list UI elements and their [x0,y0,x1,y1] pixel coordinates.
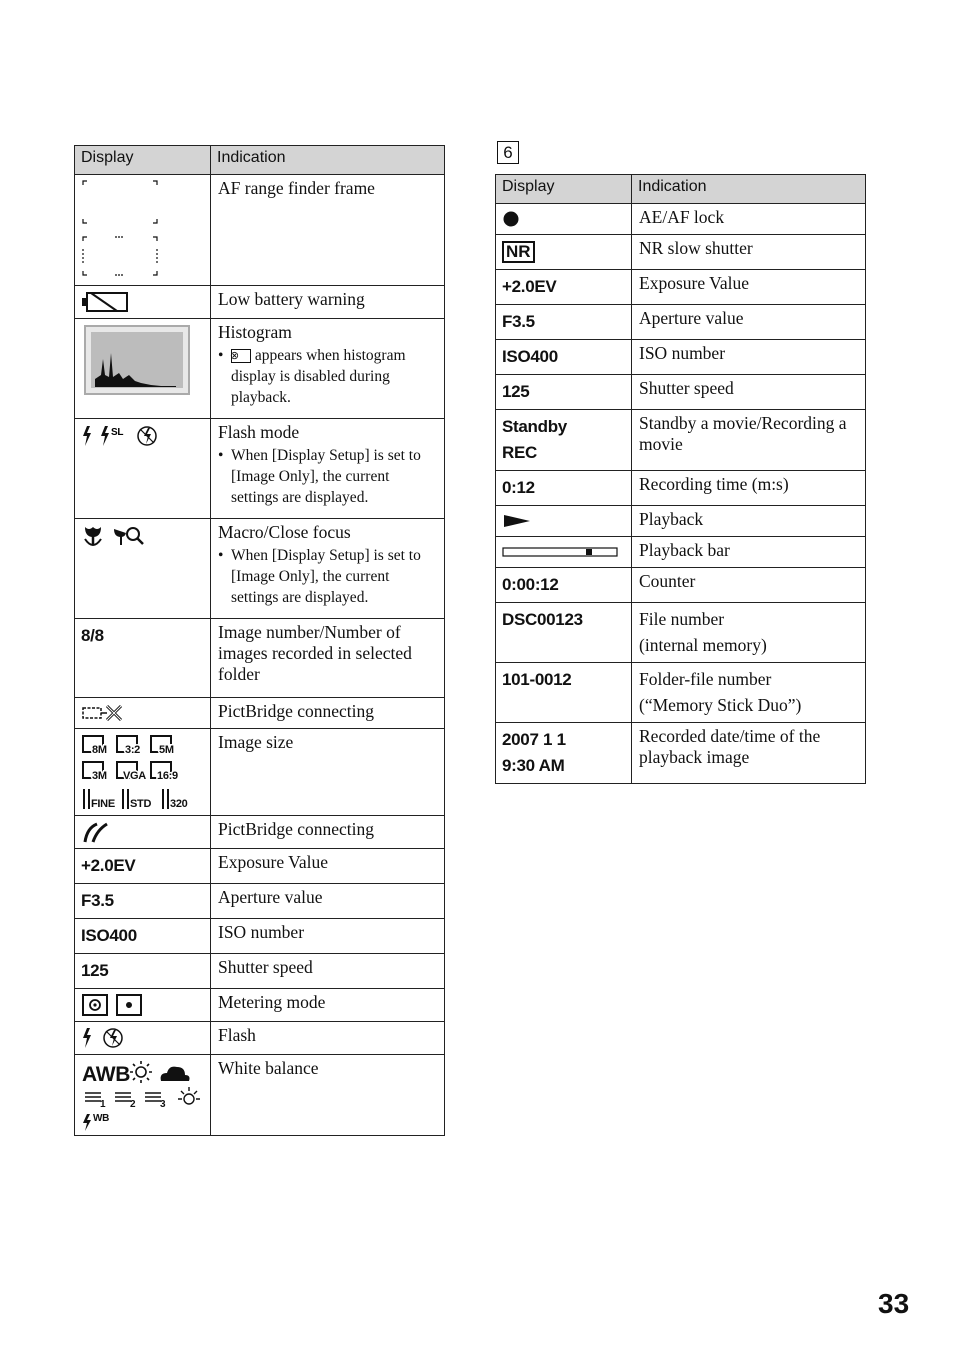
table-row [496,663,866,723]
table-row [75,519,445,619]
size-label: VGA [123,770,146,782]
histogram-disabled-icon: ⊗ [231,349,251,363]
indication: White balance [211,1055,445,1136]
indication: Playback [632,506,866,537]
table-row [75,989,445,1022]
table-row [75,954,445,989]
indication: AE/AF lock [632,204,866,235]
indication: Recording time (m:s) [632,471,866,506]
indication: Recorded date/time of the [639,726,821,746]
table-row [75,729,445,816]
display-value: Standby [502,417,567,436]
svg-text:SL: SL [111,427,124,438]
table-row [75,1022,445,1055]
metering-mode-icons [81,993,145,1017]
display-value-2: REC [502,443,537,462]
display-value: DSC00123 [496,603,632,663]
display-value: 0:12 [496,471,632,506]
header-display: Display [75,146,211,175]
histogram-icon [81,323,193,397]
table-row [496,506,866,537]
indication: AF range finder frame [211,175,445,286]
flash-mode-icons [81,423,171,449]
header-display: Display [496,175,632,204]
display-value: 101-0012 [496,663,632,723]
page-number: 33 [878,1288,910,1319]
indication-2: (internal memory) [639,635,767,655]
table-row [496,235,866,270]
display-value: 125 [75,954,211,989]
display-value: F3.5 [496,305,632,340]
indication: Counter [632,568,866,603]
wb-label: 3 [160,1099,166,1110]
size-label: 3:2 [125,744,140,756]
af-range-finder-frame-icon [81,179,161,281]
table-row [75,319,445,419]
table-row [75,619,445,698]
display-indication-table-left [74,145,445,1136]
table-row [75,286,445,319]
size-label: 16:9 [157,770,178,782]
indication: ISO number [632,340,866,375]
display-value: 125 [496,375,632,410]
indication: Exposure Value [632,270,866,305]
display-value: +2.0EV [496,270,632,305]
indication: Image number/Number of images recorded in selected folder [211,619,445,698]
image-size-icons [81,733,205,811]
playback-bar-icon [502,541,620,563]
display-value: +2.0EV [75,849,211,884]
ae-af-lock-icon [502,208,522,230]
indication: NR slow shutter [632,235,866,270]
indication: Macro/Close focus [218,522,351,542]
note: • When [Display Setup] is set to [Image Only], the current settings are displayed. [218,447,421,506]
size-label: 8M [92,744,107,756]
indication: Aperture value [632,305,866,340]
wb-label: 1 [100,1099,106,1110]
table-header [75,146,445,175]
indication-2: playback image [639,747,750,767]
pictbridge-connecting-icon-2 [81,820,111,844]
indication: Folder-file number [639,669,772,689]
header-indication: Indication [211,146,445,175]
low-battery-icon [81,290,131,314]
indication: PictBridge connecting [211,816,445,849]
table-row [75,1055,445,1136]
size-label: 5M [159,744,174,756]
table-row [496,471,866,506]
header-indication: Indication [632,175,866,204]
table-row [496,270,866,305]
note: • When [Display Setup] is set to [Image Only], the current settings are displayed. [218,547,421,606]
wb-label: WB [93,1113,110,1124]
nr-slow-shutter-icon: NR [502,241,535,263]
size-label: FINE [91,798,115,810]
table-row [496,603,866,663]
table-row [496,340,866,375]
table-row [75,849,445,884]
indication: Metering mode [211,989,445,1022]
indication: Image size [211,729,445,816]
display-value: 2007 1 1 [502,730,566,749]
pictbridge-connecting-icon [81,702,125,724]
flash-icons [81,1026,131,1050]
table-row [496,375,866,410]
wb-auto-label: AWB [82,1063,131,1086]
table-row [75,419,445,519]
display-value: F3.5 [75,884,211,919]
playback-icon [502,510,532,532]
table-row [75,175,445,286]
indication: File number [639,609,725,629]
table-row [75,816,445,849]
table-row [496,204,866,235]
display-value: ISO400 [75,919,211,954]
table-header [496,175,866,204]
note: • ⊗ appears when histogram display is disabled during playback. [218,347,406,406]
table-row [496,537,866,568]
table-row [75,698,445,729]
size-label: STD [130,798,152,810]
table-row [496,568,866,603]
table-row [496,305,866,340]
table-row [496,410,866,471]
indication: Shutter speed [211,954,445,989]
indication: Standby a movie/Recording a movie [632,410,866,471]
table-row [496,723,866,784]
indication: ISO number [211,919,445,954]
indication: PictBridge connecting [211,698,445,729]
white-balance-icons [81,1059,205,1131]
table-row [75,919,445,954]
display-value: 8/8 [75,619,211,698]
indication: Flash mode [218,422,300,442]
display-value: 0:00:12 [496,568,632,603]
macro-close-focus-icons [81,523,151,549]
size-label: 320 [170,798,188,810]
table-row [75,884,445,919]
indication: Low battery warning [211,286,445,319]
indication: Shutter speed [632,375,866,410]
display-value: ISO400 [496,340,632,375]
indication: Flash [211,1022,445,1055]
indication: Histogram [218,322,292,342]
section-marker: 6 [497,141,519,164]
size-label: 3M [92,770,107,782]
indication: Aperture value [211,884,445,919]
indication-2: (“Memory Stick Duo”) [639,695,802,715]
indication: Playback bar [632,537,866,568]
wb-label: 2 [130,1099,136,1110]
display-value-2: 9:30 AM [502,756,565,775]
indication: Exposure Value [211,849,445,884]
display-indication-table-right [495,174,866,784]
